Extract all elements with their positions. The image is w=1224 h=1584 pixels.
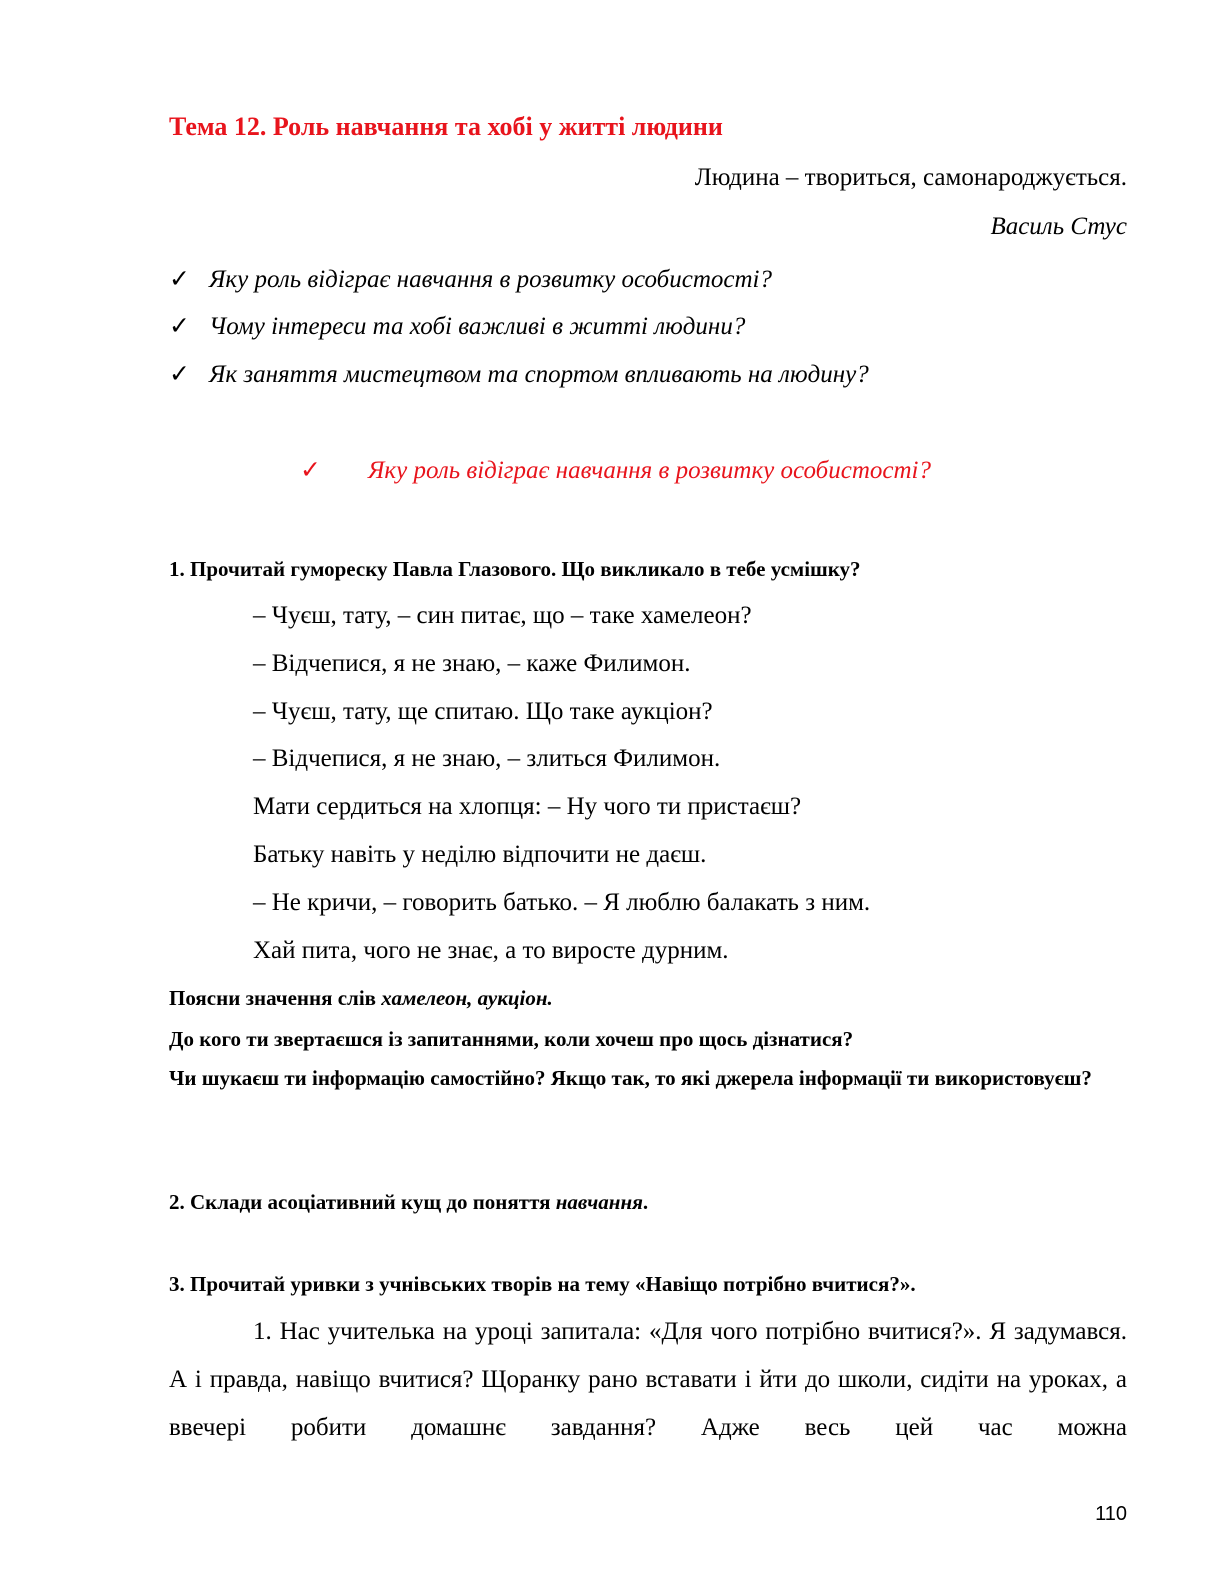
task-2-heading: [169, 1190, 648, 1215]
poem-line: – Чуєш, тату, – син питає, що – таке хамелеон?: [253, 602, 752, 629]
poem-line: Хай пита, чого не знає, а то виросте дурним.: [253, 937, 729, 964]
checkmark-icon: ✓: [169, 361, 190, 388]
page-title: Тема 12. Роль навчання та хобі у житті людини: [169, 112, 723, 141]
task-2-suffix: .: [642, 1190, 649, 1214]
question-item: [169, 311, 745, 341]
task-3-heading: 3. Прочитай уривки з учнівських творів на тему «Навіщо потрібно вчитися?».: [169, 1272, 916, 1296]
task-question-multiline: Чи шукаєш ти інформацію самостійно? Якщо так, то які джерела інформації ти використовуєш?: [169, 1066, 1092, 1090]
epigraph-author: Василь Стус: [990, 213, 1127, 240]
question-item: [169, 264, 772, 294]
poem-line: Мати сердиться на хлопця: – Ну чого ти пристаєш?: [253, 793, 802, 820]
essay-paragraph: 1. Нас учителька на уроці запитала: «Для чого потрібно вчитися?». Я задумався. А і правда, навіщо вчитися? Щоранку рано вставати і йти до школи, сидіти на уроках, а ввечері робити домашнє завдання? Адже весь цей час можна: [169, 1318, 1127, 1441]
checkmark-icon: ✓: [300, 457, 321, 484]
explain-words: хамелеон, аукціон.: [381, 986, 553, 1010]
poem-line: – Чуєш, тату, ще спитаю. Що таке аукціон?: [253, 698, 713, 725]
epigraph-quote: Людина – твориться, самонароджується.: [694, 164, 1127, 191]
checkmark-icon: ✓: [169, 313, 190, 340]
poem-line: – Відчепися, я не знаю, – злиться Филимон.: [253, 745, 721, 772]
task-2-word: навчання: [555, 1190, 643, 1214]
explain-words-task: [169, 986, 553, 1011]
explain-prefix: Поясни значення слів: [169, 986, 382, 1010]
checkmark-icon: ✓: [169, 266, 190, 293]
page-number: 110: [1095, 1503, 1127, 1525]
question-text: Чому інтереси та хобі важливі в житті людини?: [209, 313, 746, 340]
question-item: [169, 359, 869, 389]
task-1-heading: 1. Прочитай гумореску Павла Глазового. Що викликало в тебе усмішку?: [169, 557, 861, 581]
task-2-prefix: 2. Склади асоціативний кущ до поняття: [169, 1190, 556, 1214]
poem-line: – Відчепися, я не знаю, – каже Филимон.: [253, 650, 691, 677]
task-question: До кого ти звертаєшся із запитаннями, коли хочеш про щось дізнатися?: [169, 1027, 854, 1051]
poem-line: Батьку навіть у неділю відпочити не даєш.: [253, 841, 707, 868]
question-text: Яку роль відіграє навчання в розвитку особистості?: [209, 266, 772, 293]
question-text: Як заняття мистецтвом та спортом впливають на людину?: [209, 361, 869, 388]
section-question: [300, 455, 931, 485]
section-question-text: Яку роль відіграє навчання в розвитку особистості?: [368, 457, 931, 484]
poem-line: – Не кричи, – говорить батько. – Я люблю балакать з ним.: [253, 889, 871, 916]
